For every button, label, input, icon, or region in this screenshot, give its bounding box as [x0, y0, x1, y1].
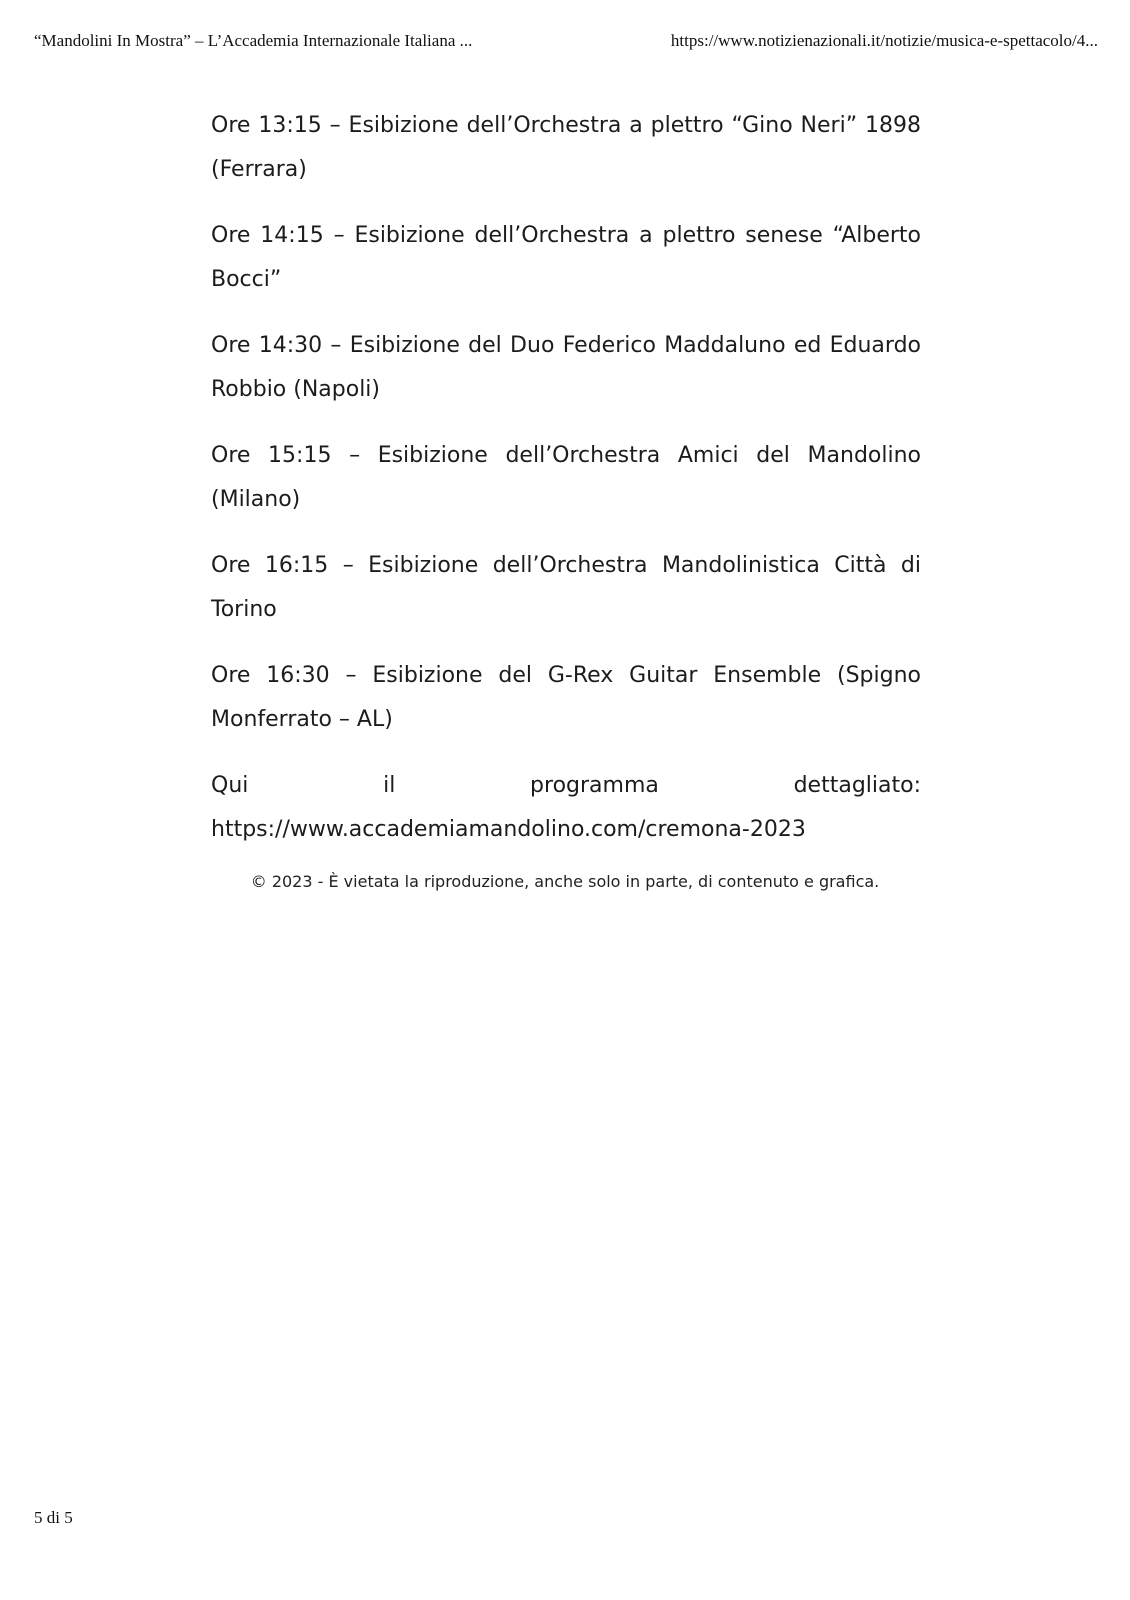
program-paragraph [211, 764, 921, 852]
article-body [211, 104, 921, 874]
schedule-item: Ore 15:15 – Esibizione dell’Orchestra Amici del Mandolino (Milano) [211, 443, 921, 512]
print-header [34, 31, 1098, 55]
schedule-item: Ore 13:15 – Esibizione dell’Orchestra a plettro “Gino Neri” 1898 (Ferrara) [211, 113, 921, 182]
page-indicator: 5 di 5 [34, 1508, 73, 1527]
copyright-notice: © 2023 - È vietata la riproduzione, anche solo in parte, di contenuto e grafica. [250, 872, 880, 891]
schedule-item: Ore 16:30 – Esibizione del G-Rex Guitar Ensemble (Spigno Monferrato – AL) [211, 663, 921, 732]
program-link[interactable]: https://www.accademiamandolino.com/cremona-2023 [211, 817, 806, 842]
document-title: “Mandolini In Mostra” – L’Accademia Internazionale Italiana ... [34, 31, 473, 50]
schedule-item: Ore 14:15 – Esibizione dell’Orchestra a plettro senese “Alberto Bocci” [211, 223, 921, 292]
source-url[interactable]: https://www.notizienazionali.it/notizie/musica-e-spettacolo/4... [670, 31, 1098, 50]
schedule-item: Ore 16:15 – Esibizione dell’Orchestra Mandolinistica Città di Torino [211, 553, 921, 622]
schedule-item: Ore 14:30 – Esibizione del Duo Federico Maddaluno ed Eduardo Robbio (Napoli) [211, 333, 921, 402]
program-intro: Qui il programma dettagliato: [211, 773, 921, 798]
